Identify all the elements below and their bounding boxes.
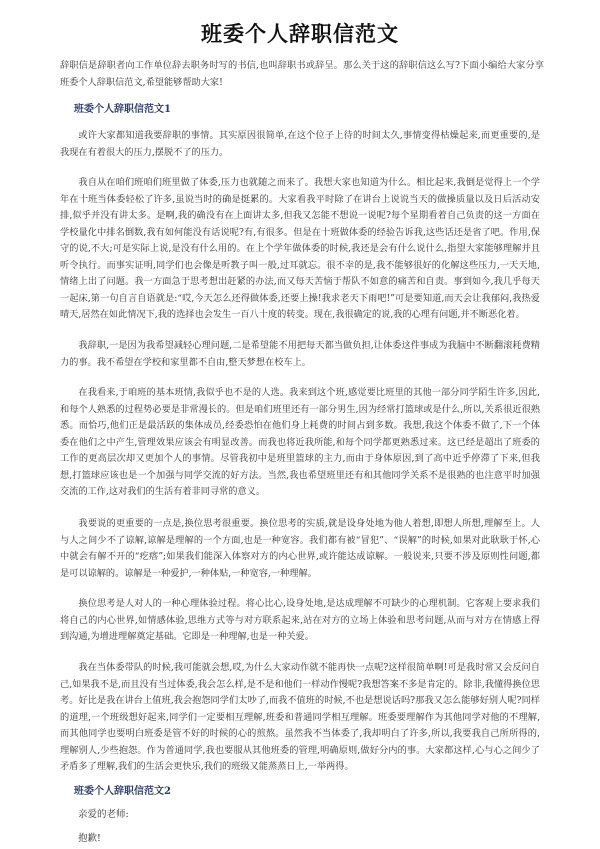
section-heading-1: 班委个人辞职信范文1 [74,104,171,115]
body-paragraph-1: 或许大家都知道我要辞职的事情。其实原因很简单,在这个位子上待的时间太久,事情变得枯燥起来,而更重要的,是我现在有着很大的压力,摆脱不了的压力。 [60,130,540,158]
document-title: 班委个人辞职信范文 [201,22,399,46]
body-paragraph-6: 换位思考是人对人的一种心理体验过程。将心比心,设身处地,是达成理解不可缺少的心理机制。它客观上要求我们将自己的内心世界,如情感体验,思维方式等与对方联系起来,站在对方的立场上体验和思考问题,从而与对方在情感上得到沟通,为增进理解奠定基础。它即是一种理解,也是一种关爱。 [60,598,540,642]
intro-paragraph: 辞职信是辞职者向工作单位辞去职务时写的书信,也叫辞职书或辞呈。那么关于这的辞职信这么写?下面小编给大家分享班委个人辞职信范文,希望能够帮助大家! [60,60,544,88]
salutation: 亲爱的老师: [78,809,129,820]
body-paragraph-5: 我要说的更重要的一点是,换位思考很重要。换位思考的实质,就是设身处地为他人着想,即想人所想,理解至上。人与人之间少不了谅解,谅解是理解的一个方面,也是一种宽容。我们都有被“冒犯”、“误解”的时候,如果对此耿耿于怀,心中就会有解不开的“疙瘩”;如果我们能深入体察对方的内心世界,或许能达成谅解。一般说来,只要不涉及原则性问题,都是可以谅解的。谅解是一种爱护,一种体贴,一种宽容,一种理解。 [60,518,540,579]
section-heading-2: 班委个人辞职信范文2 [74,786,171,797]
body-paragraph-7: 我在当体委带队的时候,我可能就会想,哎,为什么大家动作就不能再快一点呢?这样很简单啊!可是我时常又会反问自己,如果我不是,而且没有当过体委,我会怎么样,是不是和他们一样动作慢呢?我想答案不多是肯定的。除非,我懂得换位思考。好比是我在讲台上值班,我会抱怨同学们太吵了,而我不值班的时候,不也是想说话吗?那我又怎么能够好别人呢?同样的道理,一个班级想好起来,同学们一定要相互理解,班委和普通同学相互理解。班委要理解作为其他同学对他的不理解,而其他同学也要明白班委是管不好的时候的心的煎熬。虽然我不当体委了,我却明白了许多,所以,我要我自己所所得的,理解别人,少些抱怨。作为普通同学,我也要服从其他班委的管理,明确原则,做好分内的事。大家都这样,心与心之间少了矛盾多了理解,我们的生活会更快乐,我们的班级又能蒸蒸日上,一举两得。 [60,662,540,772]
body-paragraph-3: 我辞职,一是因为我希望减轻心理问题,二是希望能不用把每天都当做负担,让体委这件事成为我脑中不断翻滚耗费精力的事。我不希望在学校和家里都不自由,整天梦想在校车上。 [60,340,540,368]
apology-line: 抱歉! [78,833,101,844]
body-paragraph-2: 我自从在咱们班咱们班里做了体委,压力也就随之而来了。我想大家也知道为什么。相比起来,我倒是觉得上一个学年在十班当体委轻松了许多,虽说当时的确是挺累的。大家看我平时除了在讲台上说说当天的做操质量以及日后活动安排,似乎并没有讲太多。是啊,我的确没有在上面讲太多,但我又怎能不想说一说呢?每个星期看着自己负责的这一方面在学校量化中排名倒数,我有如何能没有话说呢?有,有很多。但是在十班做体委的经验告诉我,这些话还是省了吧。作用,保守的说,不大;可是实际上说,是没有什么用的。在上个学年做体委的时候,我还是会有什么说什么,指望大家能够理解并且听令执行。而事实证明,同学们也会像是听教子叫一般,过耳就忘。很不幸的是,我不能够很好的化解这些压力,一天天地,情绪上出了问题。我一方面急于思考想出赶紧的办法,而又每天苦恼于帮队不如意的痛苦和自责。事到如今,我几乎每天一起床,第一句自言自语就是:“哎,今天怎么还得做体委,还要上操!我求老天下雨吧!”可是要知道,而天会让我郁闷,我热爱晴天,居然在如此情况下,我的选择也会发生一百八十度的转变。现在,我很确定的说,我的心理有问题,并不断恶化着。 [60,177,540,320]
body-paragraph-4: 在我看来,于咱班的基本班情,我似乎也不是的人选。我来到这个班,感觉要比班里的其他一部分同学陌生许多,因此,和每个人熟悉的过程势必要是非常漫长的。但是咱们班里还有一部分男生,因为经常打篮球或是什么,所以,关系很近很熟悉。而恰巧,他们正是最活跃的集体成员,经委恐怕在他们身上耗费的时间占到多数。我想,我这个体委不做了,下一个体委在他们之中产生,管理效果应该会有明显改善。而我也将近我所能,和每个同学都更熟悉过来。这已经是超出了班委的工作的更高层次却又更加个人的事情。尽管我初中是班里篮球的主力,而由于身体原因,到了高中近乎停滞了下来,但我想,打篮球应该也是一个加强与同学交流的好方法。当然,我也希望班里还有和其他同学关系不是很熟的也注意平时加强交流的工作,这对我们的生活有着非同寻常的意义。 [60,387,540,497]
